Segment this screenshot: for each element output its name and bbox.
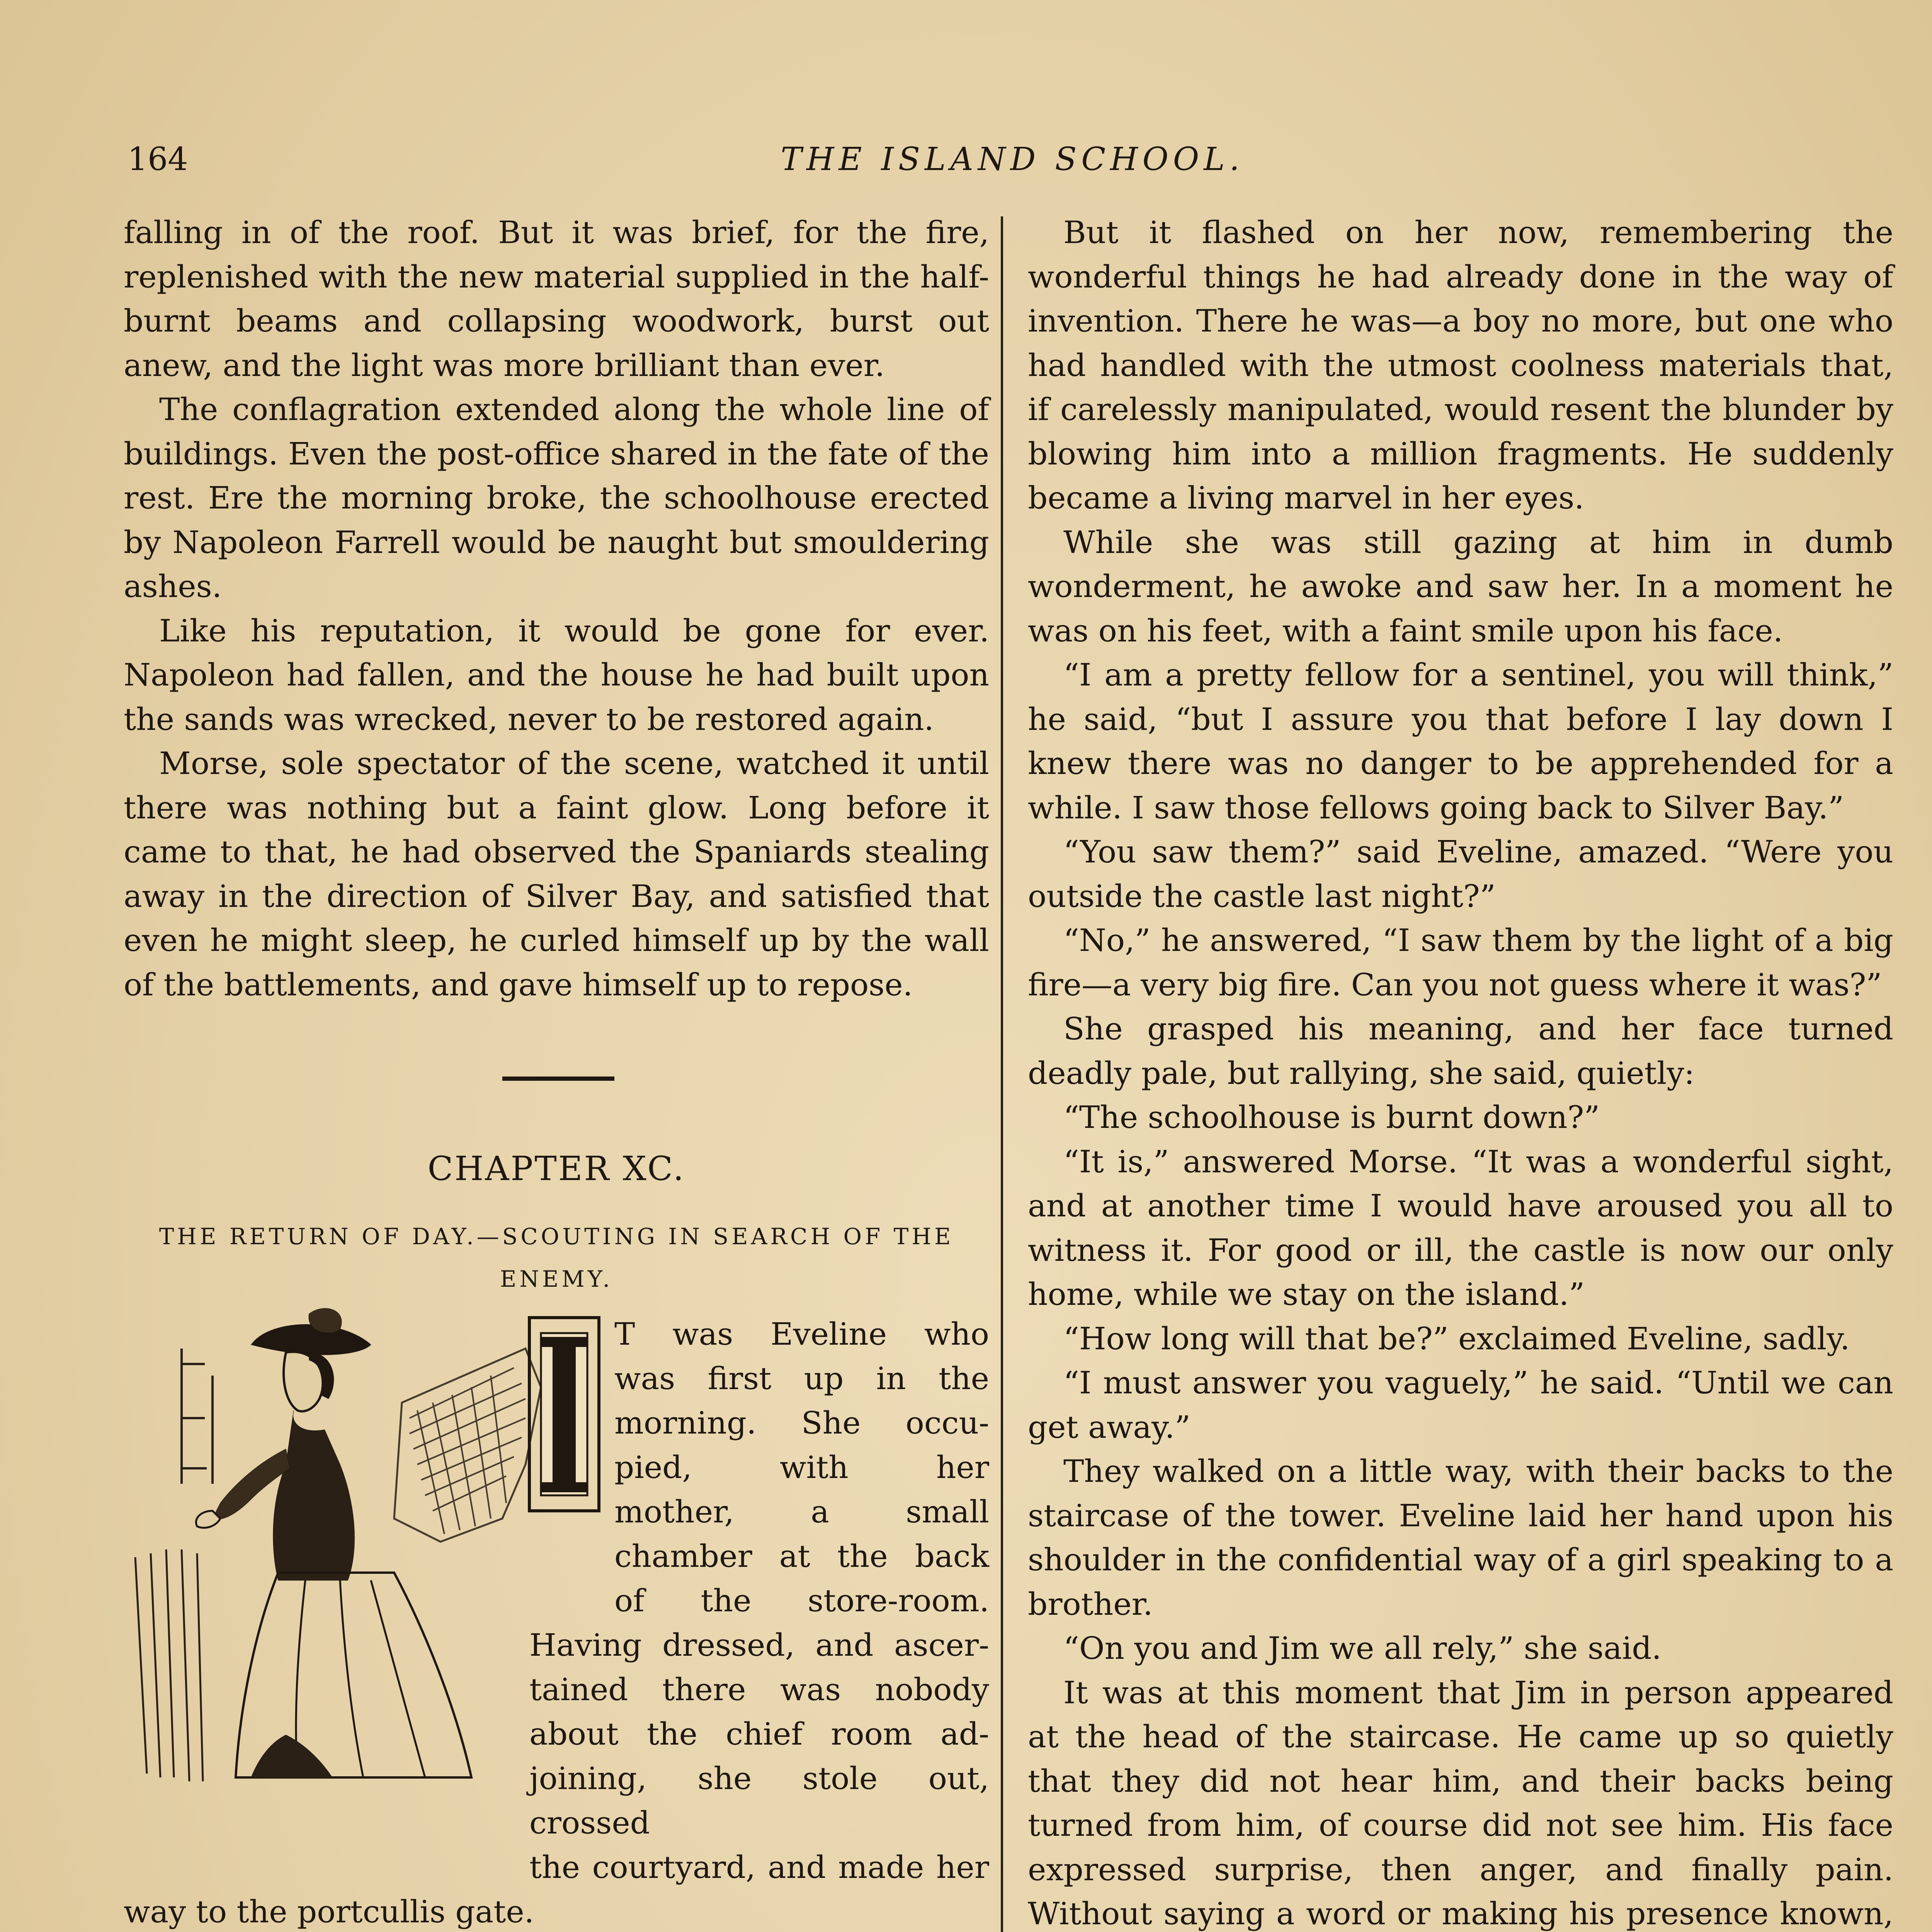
text-line: was first up in the [614, 1361, 989, 1396]
left-column [124, 211, 989, 1007]
dropcap-tail: way to the portcullis gate. [124, 1894, 534, 1930]
paragraph: “How long will that be?” exclaimed Eveline, sadly. [1063, 1320, 1850, 1357]
paragraph: It was at this moment that Jim in person appeared at the head of the staircase. He came up so quietly that they did not hear him, and their backs being turned from him, of course did not see him. His face expressed surprise, then anger, and finally pain. Without saying a word or making his presence known, [1028, 1674, 1893, 1932]
paragraph: She grasped his meaning, and her face turned deadly pale, but rallying, she said, quietly: [1028, 1011, 1893, 1091]
text-line: about the chief room ad- [529, 1716, 989, 1752]
text-line: the courtyard, and made her [529, 1849, 989, 1885]
text-line: chamber at the back [614, 1538, 989, 1574]
paragraph: “I am a pretty fellow for a sentinel, you will think,” he said, “but I assure you that before I lay down I knew there was no danger to be apprehended for a while. I saw those fellows going back to Silver Bay.” [1028, 657, 1893, 826]
text-line: morning. She occu- [614, 1405, 989, 1441]
paragraph: “No,” he answered, “I saw them by the light of a big fire—a very big fire. Can you not guess where it was?” [1028, 922, 1893, 1003]
paragraph: The conflagration extended along the whole line of buildings. Even the post-office shared in the fate of the rest. Ere the morning broke, the schoolhouse erected by Napoleon Farrell would be naught but smouldering ashes. [124, 391, 989, 604]
paragraph: falling in of the roof. But it was brief, for the fire, replenished with the new material supplied in the half-burnt beams and collapsing woodwork, burst out anew, and the light was more brilliant than ever. [124, 214, 989, 383]
dropcap-wrap-narrow [614, 1312, 989, 1623]
text-line: mother, a small [614, 1494, 989, 1530]
paragraph: They walked on a little way, with their backs to the staircase of the tower. Eveline laid her hand upon his shoulder in the confidential way of a girl speaking to a brother. [1028, 1453, 1893, 1622]
column-rule [1001, 216, 1003, 1932]
text-line: joining, she stole out, crossed [529, 1760, 989, 1841]
paragraph: “On you and Jim we all rely,” she said. [1063, 1630, 1662, 1666]
paragraph: “It is,” answered Morse. “It was a wonderful sight, and at another time I would have aroused you all to witness it. For good or ill, the castle is now our only home, while we stay on the island.” [1028, 1143, 1893, 1312]
paragraph: “The schoolhouse is burnt down?” [1063, 1099, 1600, 1135]
dropcap-wrap-wide [529, 1623, 989, 1889]
text-line: Having dressed, and ascer- [529, 1627, 989, 1663]
text-line: of the store-room. [614, 1583, 989, 1619]
text-line: tained there was nobody [529, 1672, 989, 1708]
paragraph: Like his reputation, it would be gone for ever. Napoleon had fallen, and the house he had built upon the sands was wrecked, never to be restored again. [124, 612, 989, 737]
paragraph: While she was still gazing at him in dumb wonderment, he awoke and saw her. In a moment he was on his feet, with a faint smile upon his face. [1028, 524, 1893, 649]
right-column [1028, 211, 1893, 1932]
paragraph: “You saw them?” said Eveline, amazed. “Were you outside the castle last night?” [1028, 834, 1893, 914]
text-line: pied, with her [614, 1449, 989, 1485]
running-title: THE ISLAND SCHOOL. [781, 141, 1244, 178]
section-divider [502, 1077, 614, 1081]
paragraph: “I must answer you vaguely,” he said. “Until we can get away.” [1028, 1365, 1893, 1445]
page-header [128, 137, 1897, 184]
chapter-subtitle: THE RETURN OF DAY.—SCOUTING IN SEARCH OF THE ENEMY. [159, 1223, 954, 1292]
paragraph: Morse, sole spectator of the scene, watched it until there was nothing but a faint glow. Long before it came to that, he had observed the Spaniards stealing away in the direction of Silver Bay, and satisfied that even he might sleep, he curled himself up by the wall of the battlements, and gave himself up to repose. [124, 745, 989, 1003]
page-number: 164 [128, 141, 188, 178]
paragraph: But it flashed on her now, remembering the wonderful things he had already done in the way of invention. There he was—a boy no more, but one who had handled with the utmost coolness materials that, if carelessly manipulated, would resent the blunder by blowing him into a million fragments. He suddenly became a living marvel in her eyes. [1028, 214, 1893, 516]
text-line: T was Eveline who [614, 1316, 989, 1352]
chapter-opening-text [124, 1312, 989, 1932]
chapter-heading: CHAPTER XC. [427, 1150, 685, 1188]
